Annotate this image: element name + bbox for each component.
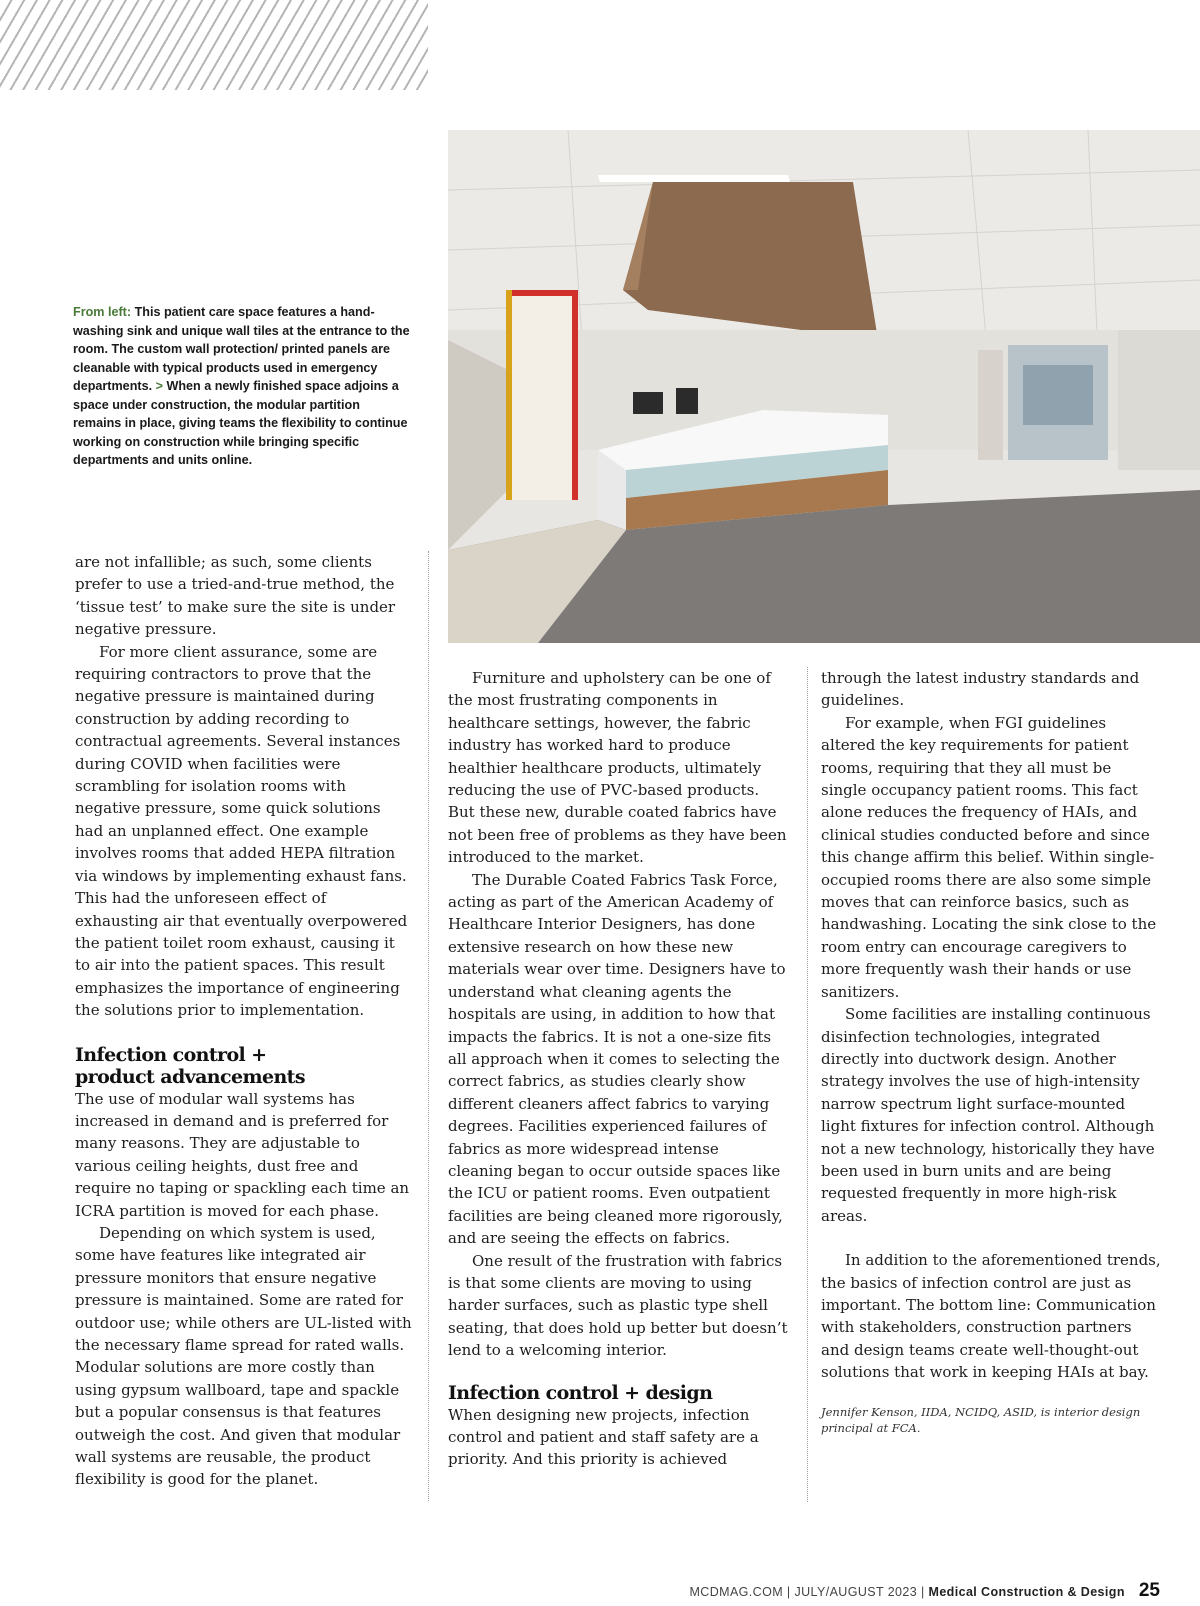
page-footer [689, 1580, 1160, 1602]
col3-paragraph-4: In addition to the aforementioned trends, the basics of infection control are just as important. The bottom line: Communication with stakeholders, construction partners and design teams create well-thought-out solutions that work in keeping HAIs at bay. [821, 1251, 1161, 1382]
col1-paragraph-2: For more client assurance, some are requiring contractors to prove that the negative pressure is maintained during construction by adding recording to contractual agreements. Several instances during COVID when facilities were scrambling for isolation rooms with negative pressure, some quick solutions had an unplanned effect. One example involves rooms that added HEPA filtration via windows by implementing exhaust fans. This had the unforeseen effect of exhausting air that eventually overpowered the patient toilet room exhaust, causing it to air into the patient spaces. This result emphasizes the importance of engineering the solutions prior to implementation. [75, 642, 408, 1020]
heading-infection-control-product [75, 1044, 413, 1088]
col1-paragraph-3: The use of modular wall systems has increased in demand and is preferred for many reasons. They are adjustable to various ceiling heights, dust free and require no taping or spackling each time an ICRA partition is moved for each phase. [75, 1089, 410, 1220]
author-bio: Jennifer Kenson, IIDA, NCIDQ, ASID, is interior design principal at FCA. [821, 1404, 1141, 1436]
heading-line-2: product advancements [75, 1065, 305, 1088]
page-number: 25 [1138, 1580, 1160, 1601]
col3-paragraph-1: through the latest industry standards and guidelines. [821, 669, 1140, 710]
text-column-1 [75, 551, 413, 1491]
column-divider-2 [807, 667, 808, 1502]
caption-lead: From left: [73, 305, 132, 319]
footer-magazine: Medical Construction & Design [928, 1585, 1125, 1599]
footer-site: MCDMAG.COM [689, 1585, 784, 1599]
heading-infection-control-design: Infection control + design [448, 1381, 713, 1404]
footer-issue: JULY/AUGUST 2023 [794, 1585, 918, 1599]
caption-part2: When a newly finished space adjoins a space under construction, the modular partition remains in place, giving teams the flexibility to continue working on construction while bringing specific departments and units online. [73, 379, 408, 467]
text-column-2 [448, 667, 788, 1471]
decorative-stripes [0, 0, 428, 90]
col2-paragraph-2: The Durable Coated Fabrics Task Force, acting as part of the American Academy of Healthcare Interior Designers, has done extensive research on how these new materials wear over time. Designers have to understand what cleaning agents the hospitals are using, in addition to how that impacts the fabrics. It is not a one-size fits all approach when it comes to selecting the correct fabrics, as studies clearly show different cleaners affect fabrics to varying degrees. Facilities experienced failures of fabrics as more widespread intense cleaning began to occur outside spaces like the ICU or patient rooms. Even outpatient facilities are being cleaned more rigorously, and are seeing the effects on fabrics. [448, 870, 786, 1248]
photo-illustration [448, 130, 1200, 643]
col1-paragraph-1: are not infallible; as such, some clients prefer to use a tried-and-true method, the ‘tissue test’ to make sure the site is under negative pressure. [75, 553, 396, 639]
column-divider-1 [428, 551, 429, 1501]
heading-line-1: Infection control + [75, 1043, 267, 1066]
col1-paragraph-4: Depending on which system is used, some have features like integrated air pressure monitors that ensure negative pressure is maintained. Some are rated for outdoor use; while others are UL-listed with the necessary flame spread for rated walls. Modular solutions are more costly than using gypsum wallboard, tape and spackle but a popular consensus is that features outweigh the cost. And given that modular wall systems are reusable, the product flexibility is good for the planet. [75, 1223, 412, 1489]
photo-caption [73, 303, 411, 470]
col3-paragraph-3: Some facilities are installing continuous disinfection technologies, integrated directly into ductwork design. Another strategy involves the use of high-intensity narrow spectrum light surface-mounted light fixtures for infection control. Although not a new technology, historically they have been used in burn units and are being requested frequently in more high-risk areas. [821, 1005, 1155, 1225]
footer-sep-2: | [917, 1585, 929, 1599]
footer-sep-1: | [783, 1585, 795, 1599]
col2-paragraph-4: When designing new projects, infection control and patient and staff safety are a priority. And this priority is achieved [448, 1405, 759, 1469]
text-column-3 [821, 667, 1161, 1437]
col2-paragraph-1: Furniture and upholstery can be one of the most frustrating components in healthcare settings, however, the fabric industry has worked hard to produce healthier healthcare products, ultimately reducing the use of PVC-based products. But these new, durable coated fabrics have not been free of problems as they have been introduced to the market. [448, 669, 787, 867]
col2-paragraph-3: One result of the frustration with fabrics is that some clients are moving to using harder surfaces, such as plastic type shell seating, that does hold up better but doesn’t lend to a welcoming interior. [448, 1251, 788, 1360]
nurse-station-photo [448, 130, 1200, 643]
caption-part1: This patient care space features a hand-washing sink and unique wall tiles at the entrance to the room. The custom wall protection/ printed panels are cleanable with typical products used in emergency departments. [73, 305, 410, 393]
col3-paragraph-2: For example, when FGI guidelines altered the key requirements for patient rooms, requiring that they all must be single occupancy patient rooms. This fact alone reduces the frequency of HAIs, and clinical studies conducted before and since this change affirm this belief. Within single-occupied rooms there are also some simple moves that can reinforce basics, such as handwashing. Locating the sink close to the room entry can encourage caregivers to more frequently wash their hands or use sanitizers. [821, 713, 1157, 1001]
caption-arrow: > [152, 379, 167, 393]
